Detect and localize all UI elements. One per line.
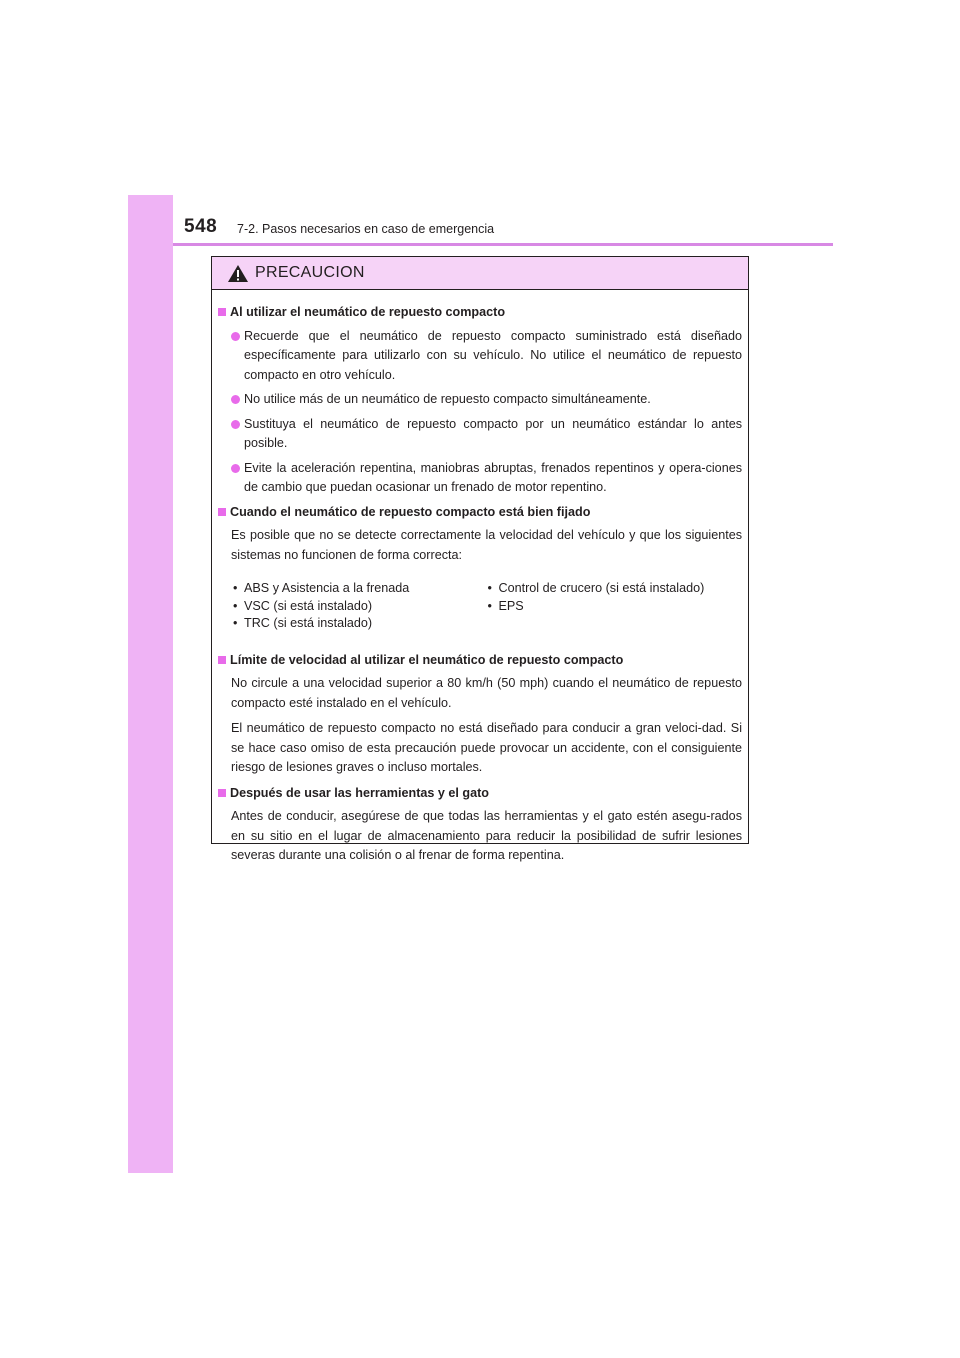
section-title: 7-2. Pasos necesarios en caso de emergencia <box>237 222 495 236</box>
caution-section-spare-fitted <box>218 503 742 633</box>
circle-bullet-icon <box>231 395 240 404</box>
section-heading: Límite de velocidad al utilizar el neumático de repuesto compacto <box>218 651 742 671</box>
caution-title: PRECAUCION <box>255 264 365 281</box>
systems-list <box>218 580 742 633</box>
circle-bullet-icon <box>231 420 240 429</box>
list-item: • Control de crucero (si está instalado) <box>488 580 743 598</box>
systems-column-left <box>233 580 488 633</box>
list-item: Recuerde que el neumático de repuesto compacto suministrado está diseñado específicamente para utilizarlo con su vehículo. No utilice el neumático de repuesto compacto en otro vehículo. <box>218 327 742 386</box>
systems-column-right <box>488 580 743 633</box>
list-item: Sustituya el neumático de repuesto compacto por un neumático estándar lo antes posible. <box>218 415 742 454</box>
list-item: • ABS y Asistencia a la frenada <box>233 580 488 598</box>
caution-body <box>212 290 748 866</box>
caution-header <box>212 257 748 290</box>
section-heading: Al utilizar el neumático de repuesto compacto <box>218 303 742 323</box>
square-bullet-icon <box>218 308 226 316</box>
caution-section-compact-spare <box>218 303 742 498</box>
circle-bullet-icon <box>231 332 240 341</box>
circle-bullet-icon <box>231 464 240 473</box>
square-bullet-icon <box>218 656 226 664</box>
section-paragraph: Antes de conducir, asegúrese de que todas las herramientas y el gato estén asegu-rados en su sitio en el lugar de almacenamiento para reducir la posibilidad de sufrir lesiones severas durante una colisión o al frenar de forma repentina. <box>231 809 742 862</box>
section-paragraph: Es posible que no se detecte correctamente la velocidad del vehículo y que los siguientes sistemas no funcionen de forma correcta: <box>231 528 742 562</box>
caution-section-speed-limit <box>218 651 742 778</box>
header-divider <box>173 243 833 246</box>
caution-section-after-tools <box>218 784 742 866</box>
list-item: • EPS <box>488 598 743 616</box>
section-heading: Después de usar las herramientas y el gato <box>218 784 742 804</box>
list-item: Evite la aceleración repentina, maniobras abruptas, frenados repentinos y opera-ciones de cambio que puedan ocasionar un frenado de motor repentino. <box>218 459 742 498</box>
list-item: No utilice más de un neumático de repuesto compacto simultáneamente. <box>218 390 742 410</box>
caution-box <box>211 256 749 862</box>
list-item: • TRC (si está instalado) <box>233 615 488 633</box>
section-paragraph: El neumático de repuesto compacto no está diseñado para conducir a gran veloci-dad. Si se hace caso omiso de esta precaución puede provocar un accidente, con el consiguiente riesgo de lesiones graves o incluso mortales. <box>231 721 742 774</box>
warning-icon <box>227 264 249 283</box>
list-item: • VSC (si está instalado) <box>233 598 488 616</box>
page-number: 548 <box>184 216 218 237</box>
section-heading: Cuando el neumático de repuesto compacto está bien fijado <box>218 503 742 523</box>
section-paragraph: No circule a una velocidad superior a 80 km/h (50 mph) cuando el neumático de repuesto compacto esté instalado en el vehículo. <box>231 676 742 710</box>
square-bullet-icon <box>218 789 226 797</box>
square-bullet-icon <box>218 508 226 516</box>
side-tab-band <box>128 195 173 1173</box>
